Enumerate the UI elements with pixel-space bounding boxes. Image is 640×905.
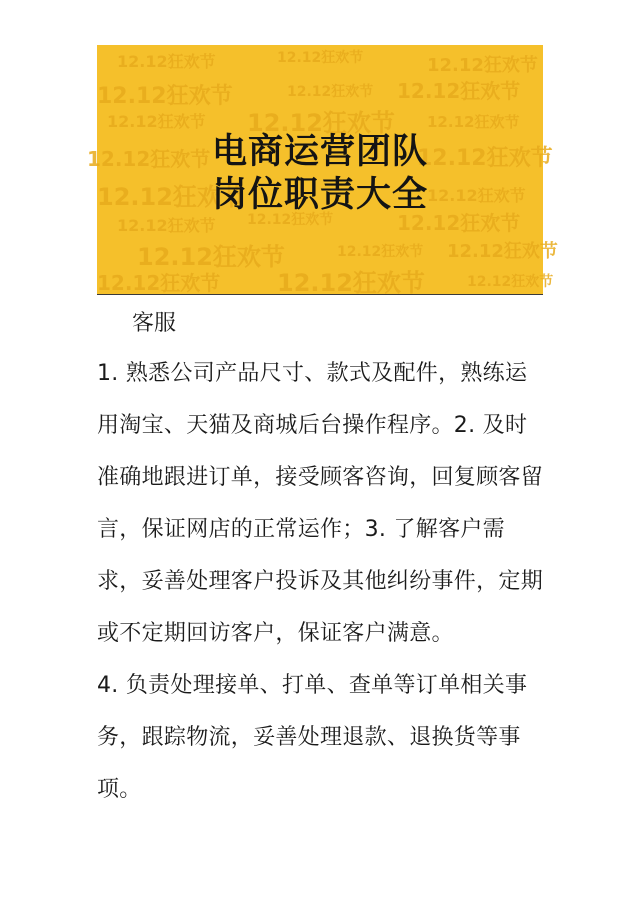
watermark-text: 12.12狂欢节 (107, 112, 206, 131)
watermark-text: 12.12狂欢节 (427, 113, 520, 131)
watermark-text: 12.12狂欢节 (397, 79, 521, 103)
watermark-text: 12.12狂欢节 (427, 55, 538, 76)
watermark-text: 12.12狂欢节 (137, 243, 285, 271)
watermark-text: 12.12狂欢节 (117, 52, 216, 71)
watermark-text: 12.12狂欢节 (277, 269, 425, 297)
watermark-text: 12.12狂欢节 (277, 50, 364, 66)
watermark-text: 12.12狂欢节 (417, 146, 553, 171)
watermark-text: 12.12狂欢节 (247, 212, 334, 228)
watermark-text: 12.12狂欢节 (287, 84, 374, 100)
watermark-text: 12.12狂欢节 (447, 241, 558, 262)
paragraph: 4. 负责处理接单、打单、查单等订单相关事务，跟踪物流，妥善处理退款、退换货等事项。 (97, 673, 528, 802)
paragraph: 1. 熟悉公司产品尺寸、款式及配件，熟练运用淘宝、天猫及商城后台操作程序。2. 及时准确地跟进订单，接受顾客咨询，回复顾客留言，保证网店的正常运作；3. 了解客户需求，妥善处理客户投诉及其他纠纷事件，定期或不定期回访客户，保证客户满意。 (97, 361, 544, 646)
article-body (97, 302, 547, 816)
watermark-text: 12.12狂欢节 (337, 244, 424, 260)
watermark-text: 12.12狂欢节 (427, 186, 526, 205)
watermark-text: 12.12狂欢节 (97, 183, 245, 211)
watermark-text: 12.12狂欢节 (467, 274, 554, 290)
watermark-text: 12.12狂欢节 (97, 271, 221, 295)
banner-title-line1: 电商运营团队 (211, 132, 428, 172)
watermark-text: 12.12狂欢节 (97, 84, 233, 109)
cover-banner (87, 45, 558, 297)
watermark-text: 12.12狂欢节 (397, 211, 521, 235)
section-heading: 客服 (132, 311, 177, 336)
watermark-text: 12.12狂欢节 (87, 147, 211, 171)
watermark-text: 12.12狂欢节 (247, 109, 395, 137)
watermark-text: 12.12狂欢节 (117, 216, 216, 235)
banner-title (97, 131, 543, 217)
banner-title-line2: 岗位职责大全 (211, 175, 428, 215)
